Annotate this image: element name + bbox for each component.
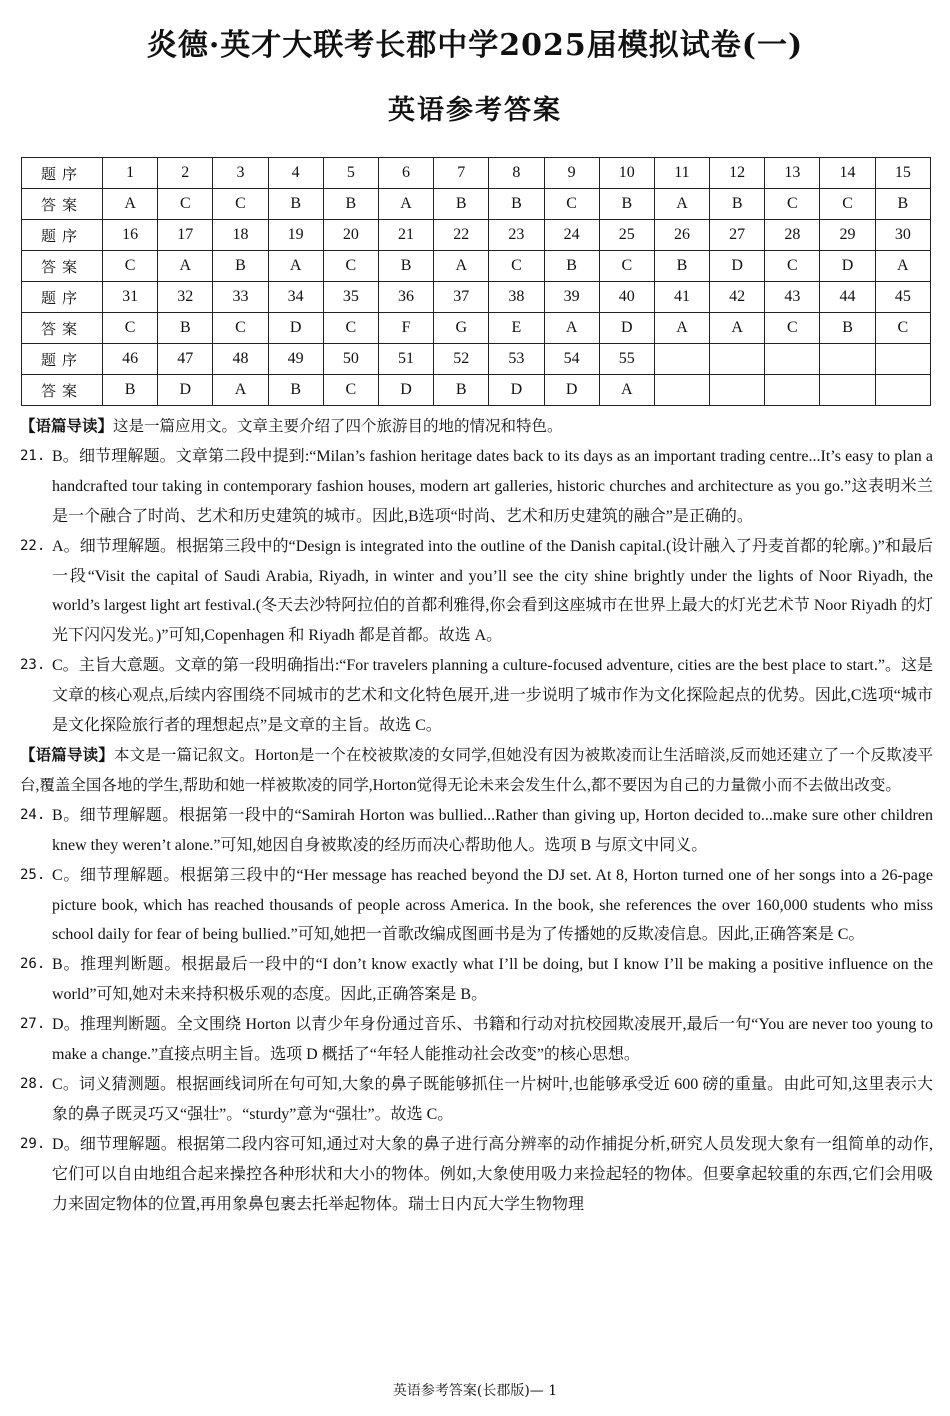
explanation-item <box>20 1070 933 1130</box>
question-number-cell: 36 <box>378 282 433 313</box>
item-number: 25. <box>20 866 46 883</box>
answer-letter-cell: C <box>544 189 599 220</box>
item-text: A。细节理解题。根据第三段中的“Design is integrated into the outline of the Danish capital.(设计融入了丹麦首都的轮廓。)”和最后一段“Visit the capital of Saudi Arabia, Riyadh, in winter and you’ll see the city shine brightly under the lights of Noor Riyadh, the world’s largest light art festival.(冬天去沙特阿拉伯的首都利雅得,你会看到这座城市在世界上最大的灯光艺术节 Noor Riyadh 的灯光下闪闪发光。)”可知,Copenhagen 和 Riyadh 都是首都。故选 A。 <box>52 537 933 645</box>
row-label-number: 题序 <box>22 282 103 313</box>
question-number-cell: 54 <box>544 344 599 375</box>
answer-letter-cell: F <box>378 313 433 344</box>
question-number-cell: 5 <box>323 158 378 189</box>
question-number-cell: 40 <box>599 282 654 313</box>
answer-letter-cell: A <box>654 189 709 220</box>
question-number-cell: 16 <box>103 220 158 251</box>
answer-letter-cell: B <box>103 375 158 406</box>
item-number: 26. <box>20 956 46 973</box>
answer-letter-cell: B <box>599 189 654 220</box>
question-number-cell: 10 <box>599 158 654 189</box>
answer-letter-cell: D <box>599 313 654 344</box>
explanation-item <box>20 442 933 532</box>
explanation-item <box>20 1010 933 1070</box>
intro-text: 本文是一篇记叙文。Horton是一个在校被欺凌的女同学,但她没有因为被欺凌而让生活暗淡,反而她还建立了一个反欺凌平台,覆盖全国各地的学生,帮助和她一样被欺凌的同学,Horton觉得无论未来会发生什么,都不要因为自己的力量微小而不去做出改变。 <box>20 746 933 794</box>
explanation-item <box>20 801 933 861</box>
question-number-row <box>22 344 931 375</box>
row-label-answer: 答案 <box>22 313 103 344</box>
question-number-cell: 19 <box>268 220 323 251</box>
answer-letter-cell: D <box>710 251 765 282</box>
question-number-cell: 13 <box>765 158 820 189</box>
page-subtitle: 英语参考答案 <box>388 95 562 126</box>
question-number-cell: 4 <box>268 158 323 189</box>
answer-letter-cell: C <box>489 251 544 282</box>
question-number-cell: 26 <box>654 220 709 251</box>
page-title: 炎德·英才大联考长郡中学2025届模拟试卷(一) <box>146 28 804 63</box>
answer-letter-cell <box>654 375 709 406</box>
item-number: 23. <box>20 657 46 674</box>
intro-text: 这是一篇应用文。文章主要介绍了四个旅游目的地的情况和特色。 <box>113 418 563 435</box>
answer-letter-cell: D <box>820 251 875 282</box>
explanations <box>20 412 933 1219</box>
question-number-cell <box>875 344 930 375</box>
answer-letter-cell: C <box>323 313 378 344</box>
question-number-cell: 12 <box>710 158 765 189</box>
explanation-item <box>20 1130 933 1220</box>
question-number-cell: 18 <box>213 220 268 251</box>
question-number-cell: 6 <box>378 158 433 189</box>
answer-letter-cell: C <box>875 313 930 344</box>
answer-letter-cell <box>820 375 875 406</box>
question-number-cell: 53 <box>489 344 544 375</box>
answer-row <box>22 375 931 406</box>
answer-letter-cell: C <box>323 251 378 282</box>
item-text: B。推理判断题。根据最后一段中的“I don’t know exactly what I’ll be doing, but I know I’ll be making a positive influence on the world”可知,她对未来持积极乐观的态度。因此,正确答案是 B。 <box>52 956 933 1004</box>
question-number-cell: 17 <box>158 220 213 251</box>
question-number-cell: 24 <box>544 220 599 251</box>
answer-letter-cell: D <box>544 375 599 406</box>
question-number-cell: 3 <box>213 158 268 189</box>
item-number: 21. <box>20 447 46 464</box>
item-text: D。细节理解题。根据第二段内容可知,通过对大象的鼻子进行高分辨率的动作捕捉分析,研究人员发现大象有一组简单的动作,它们可以自由地组合起来操控各种形状和大小的物体。例如,大象使用吸力来捡起轻的物体。但要拿起较重的东西,它们会用吸力来固定物体的位置,再用象鼻包裹去托举起物体。瑞士日内瓦大学生物物理 <box>52 1135 933 1213</box>
answer-row <box>22 313 931 344</box>
answer-letter-cell: B <box>434 189 489 220</box>
answer-letter-cell: G <box>434 313 489 344</box>
question-number-cell: 38 <box>489 282 544 313</box>
question-number-row <box>22 220 931 251</box>
answer-letter-cell: C <box>103 251 158 282</box>
question-number-cell: 23 <box>489 220 544 251</box>
answer-letter-cell: C <box>765 313 820 344</box>
answer-letter-cell: C <box>213 313 268 344</box>
answer-letter-cell: A <box>213 375 268 406</box>
answer-letter-cell <box>765 375 820 406</box>
question-number-cell: 29 <box>820 220 875 251</box>
question-number-cell: 49 <box>268 344 323 375</box>
question-number-cell: 8 <box>489 158 544 189</box>
question-number-cell: 33 <box>213 282 268 313</box>
answer-letter-cell: A <box>654 313 709 344</box>
answer-letter-cell: B <box>710 189 765 220</box>
question-number-cell: 46 <box>103 344 158 375</box>
answer-letter-cell: C <box>765 251 820 282</box>
item-text: B。细节理解题。文章第二段中提到:“Milan’s fashion heritage dates back to its days as an important trading centre...It’s easy to plan a handcrafted tour taking in contemporary fashion houses, modern art galleries, historic churches and architecture as you go.”这表明米兰是一个融合了时尚、艺术和历史建筑的城市。因此,B选项“时尚、艺术和历史建筑的融合”是正确的。 <box>52 447 933 525</box>
answer-letter-cell <box>710 375 765 406</box>
answer-letter-cell: A <box>544 313 599 344</box>
answer-letter-cell: B <box>378 251 433 282</box>
question-number-cell: 27 <box>710 220 765 251</box>
item-number: 27. <box>20 1016 46 1033</box>
answer-letter-cell: C <box>103 313 158 344</box>
item-number: 28. <box>20 1075 46 1092</box>
item-text: B。细节理解题。根据第一段中的“Samirah Horton was bullied...Rather than giving up, Horton decided to...make sure other children knew they weren’t alone.”可知,她因自身被欺凌的经历而决心帮助他人。选项 B 与原文中同义。 <box>52 806 933 854</box>
question-number-cell: 28 <box>765 220 820 251</box>
question-number-cell: 20 <box>323 220 378 251</box>
row-label-number: 题序 <box>22 220 103 251</box>
question-number-row <box>22 282 931 313</box>
question-number-cell: 41 <box>654 282 709 313</box>
answer-letter-cell: C <box>158 189 213 220</box>
row-label-number: 题序 <box>22 344 103 375</box>
question-number-row <box>22 158 931 189</box>
item-number: 22. <box>20 537 46 554</box>
answer-letter-cell: D <box>378 375 433 406</box>
question-number-cell: 1 <box>103 158 158 189</box>
answer-letter-cell: B <box>489 189 544 220</box>
answer-letter-cell: C <box>599 251 654 282</box>
explanation-item <box>20 861 933 951</box>
answer-letter-cell: A <box>103 189 158 220</box>
page-footer: 英语参考答案(长郡版)— 1 <box>392 1383 558 1399</box>
question-number-cell: 11 <box>654 158 709 189</box>
item-number: 24. <box>20 806 46 823</box>
row-label-answer: 答案 <box>22 251 103 282</box>
question-number-cell: 30 <box>875 220 930 251</box>
answer-letter-cell: C <box>323 375 378 406</box>
question-number-cell: 15 <box>875 158 930 189</box>
question-number-cell: 7 <box>434 158 489 189</box>
answer-letter-cell: E <box>489 313 544 344</box>
question-number-cell: 21 <box>378 220 433 251</box>
answer-letter-cell: A <box>434 251 489 282</box>
question-number-cell: 22 <box>434 220 489 251</box>
answer-letter-cell: B <box>820 313 875 344</box>
explanation-item <box>20 651 933 741</box>
answer-table <box>21 157 931 406</box>
answer-row <box>22 189 931 220</box>
question-number-cell: 48 <box>213 344 268 375</box>
passage-intro <box>20 412 933 442</box>
question-number-cell: 51 <box>378 344 433 375</box>
question-number-cell: 9 <box>544 158 599 189</box>
answer-letter-cell: D <box>489 375 544 406</box>
item-text: C。主旨大意题。文章的第一段明确指出:“For travelers planning a culture-focused adventure, cities are the best place to start.”。这是文章的核心观点,后续内容围绕不同城市的艺术和文化特色展开,进一步说明了城市作为文化探险起点的优势。因此,C选项“城市是文化探险旅行者的理想起点”是文章的主旨。故选 C。 <box>52 657 933 735</box>
explanation-item <box>20 532 933 652</box>
question-number-cell: 43 <box>765 282 820 313</box>
item-text: C。词义猜测题。根据画线词所在句可知,大象的鼻子既能够抓住一片树叶,也能够承受近 600 磅的重量。由此可知,这里表示大象的鼻子既灵巧又“强壮”。“sturdy”意为“强壮”。故选 C。 <box>52 1075 933 1123</box>
question-number-cell: 31 <box>103 282 158 313</box>
item-text: D。推理判断题。全文围绕 Horton 以青少年身份通过音乐、书籍和行动对抗校园欺凌展开,最后一句“You are never too young to make a change.”直接点明主旨。选项 D 概括了“年轻人能推动社会改变”的核心思想。 <box>52 1016 933 1064</box>
row-label-answer: 答案 <box>22 375 103 406</box>
answer-row <box>22 251 931 282</box>
question-number-cell: 39 <box>544 282 599 313</box>
question-number-cell: 45 <box>875 282 930 313</box>
answer-letter-cell: A <box>875 251 930 282</box>
question-number-cell: 37 <box>434 282 489 313</box>
question-number-cell: 52 <box>434 344 489 375</box>
row-label-number: 题序 <box>22 158 103 189</box>
answer-letter-cell: C <box>213 189 268 220</box>
question-number-cell: 47 <box>158 344 213 375</box>
question-number-cell: 50 <box>323 344 378 375</box>
intro-tag: 【语篇导读】 <box>20 418 114 435</box>
answer-letter-cell: B <box>654 251 709 282</box>
answer-letter-cell <box>875 375 930 406</box>
item-text: C。细节理解题。根据第三段中的“Her message has reached beyond the DJ set. At 8, Horton turned one of her songs into a 26-page picture book, which has reached thousands of people across America. In the book, she references the over 160,000 students who miss school daily for fear of being bullied.”可知,她把一首歌改编成图画书是为了传播她的反欺凌信息。因此,正确答案是 C。 <box>52 866 933 944</box>
answer-letter-cell: B <box>158 313 213 344</box>
answer-letter-cell: A <box>268 251 323 282</box>
answer-letter-cell: B <box>544 251 599 282</box>
question-number-cell <box>820 344 875 375</box>
question-number-cell: 35 <box>323 282 378 313</box>
answer-letter-cell: A <box>158 251 213 282</box>
question-number-cell <box>765 344 820 375</box>
answer-letter-cell: B <box>323 189 378 220</box>
answer-letter-cell: B <box>434 375 489 406</box>
answer-letter-cell: A <box>710 313 765 344</box>
answer-letter-cell: B <box>875 189 930 220</box>
explanation-item <box>20 950 933 1010</box>
answer-letter-cell: A <box>378 189 433 220</box>
answer-letter-cell: B <box>213 251 268 282</box>
answer-letter-cell: D <box>268 313 323 344</box>
question-number-cell: 44 <box>820 282 875 313</box>
answer-letter-cell: A <box>599 375 654 406</box>
answer-letter-cell: C <box>820 189 875 220</box>
answer-letter-cell: D <box>158 375 213 406</box>
question-number-cell: 32 <box>158 282 213 313</box>
passage-intro <box>20 741 933 801</box>
answer-letter-cell: C <box>765 189 820 220</box>
question-number-cell: 42 <box>710 282 765 313</box>
question-number-cell: 25 <box>599 220 654 251</box>
question-number-cell: 34 <box>268 282 323 313</box>
answer-letter-cell: B <box>268 375 323 406</box>
question-number-cell <box>710 344 765 375</box>
question-number-cell <box>654 344 709 375</box>
question-number-cell: 14 <box>820 158 875 189</box>
question-number-cell: 55 <box>599 344 654 375</box>
question-number-cell: 2 <box>158 158 213 189</box>
row-label-answer: 答案 <box>22 189 103 220</box>
answer-letter-cell: B <box>268 189 323 220</box>
item-number: 29. <box>20 1135 46 1152</box>
intro-tag: 【语篇导读】 <box>20 746 114 764</box>
